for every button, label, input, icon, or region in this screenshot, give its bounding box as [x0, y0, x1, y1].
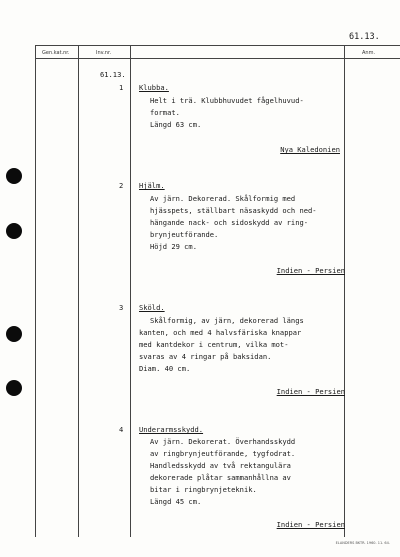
- entry-text: bitar i ringbrynjeteknik.: [150, 485, 257, 494]
- column-rule: [344, 45, 345, 537]
- entry-origin: Indien - Persien: [276, 266, 345, 275]
- entry-text: Av järn. Dekorerad. Skålformig med: [150, 194, 296, 203]
- punch-hole: [6, 168, 22, 184]
- entry-title: Hjälm.: [139, 181, 165, 190]
- header-bottom-rule: [35, 58, 400, 59]
- entry-text: svaras av 4 ringar på baksidan.: [139, 352, 272, 361]
- entry-text: Diam. 40 cm.: [139, 364, 191, 373]
- entry-text: Längd 45 cm.: [150, 497, 202, 506]
- entry-text: Av järn. Dekorerat. Överhandsskydd: [150, 437, 296, 446]
- entry-text: av ringbrynjeutförande, tygfodrat.: [150, 449, 296, 458]
- entry-origin: Indien - Persien: [276, 387, 345, 396]
- entry-text: kanten, och med 4 halvsfäriska knappar: [139, 328, 302, 337]
- column-header-genkat: Gen.kat.nr.: [42, 50, 70, 56]
- column-rule: [130, 45, 131, 537]
- entry-text: Handledsskydd av två rektangulära: [150, 461, 291, 470]
- entry-number: 4: [119, 425, 124, 434]
- entry-number: 3: [119, 303, 124, 312]
- column-header-inv: Inv.nr.: [96, 50, 112, 56]
- entry-title: Klubba.: [139, 83, 169, 92]
- entry-text: hängande nack- och sidoskydd av ring-: [150, 218, 309, 227]
- page-number: 61.13.: [349, 32, 380, 42]
- punch-hole: [6, 380, 22, 396]
- column-header-anm: Anm.: [362, 50, 376, 56]
- entry-origin: Indien - Persien: [276, 520, 345, 529]
- entry-text: brynjeutförande.: [150, 230, 219, 239]
- header-top-rule: [35, 45, 400, 46]
- printer-footer: ELANDERS BKTR. 1960. 11. 64.: [335, 541, 390, 545]
- entry-title: Underarmsskydd.: [139, 425, 204, 434]
- entry-text: Skålformig, av järn, dekorerad längs: [150, 316, 304, 325]
- entry-title: Sköld.: [139, 303, 165, 312]
- entry-origin: Nya Kaledonien: [280, 145, 340, 154]
- group-number: 61.13.: [100, 70, 126, 79]
- punch-hole: [6, 326, 22, 342]
- entry-number: 1: [119, 83, 124, 92]
- column-rule: [78, 45, 79, 537]
- entry-number: 2: [119, 181, 124, 190]
- entry-text: format.: [150, 108, 180, 117]
- entry-text: med kantdekor i centrum, vilka mot-: [139, 340, 289, 349]
- column-rule: [35, 45, 36, 537]
- entry-text: Längd 63 cm.: [150, 120, 202, 129]
- punch-hole: [6, 223, 22, 239]
- entry-text: Helt i trä. Klubbhuvudet fågelhuvud-: [150, 96, 304, 105]
- entry-text: dekorerade plåtar sammanhållna av: [150, 473, 291, 482]
- entry-text: hjässpets, ställbart näsaskydd och ned-: [150, 206, 317, 215]
- entry-text: Höjd 29 cm.: [150, 242, 197, 251]
